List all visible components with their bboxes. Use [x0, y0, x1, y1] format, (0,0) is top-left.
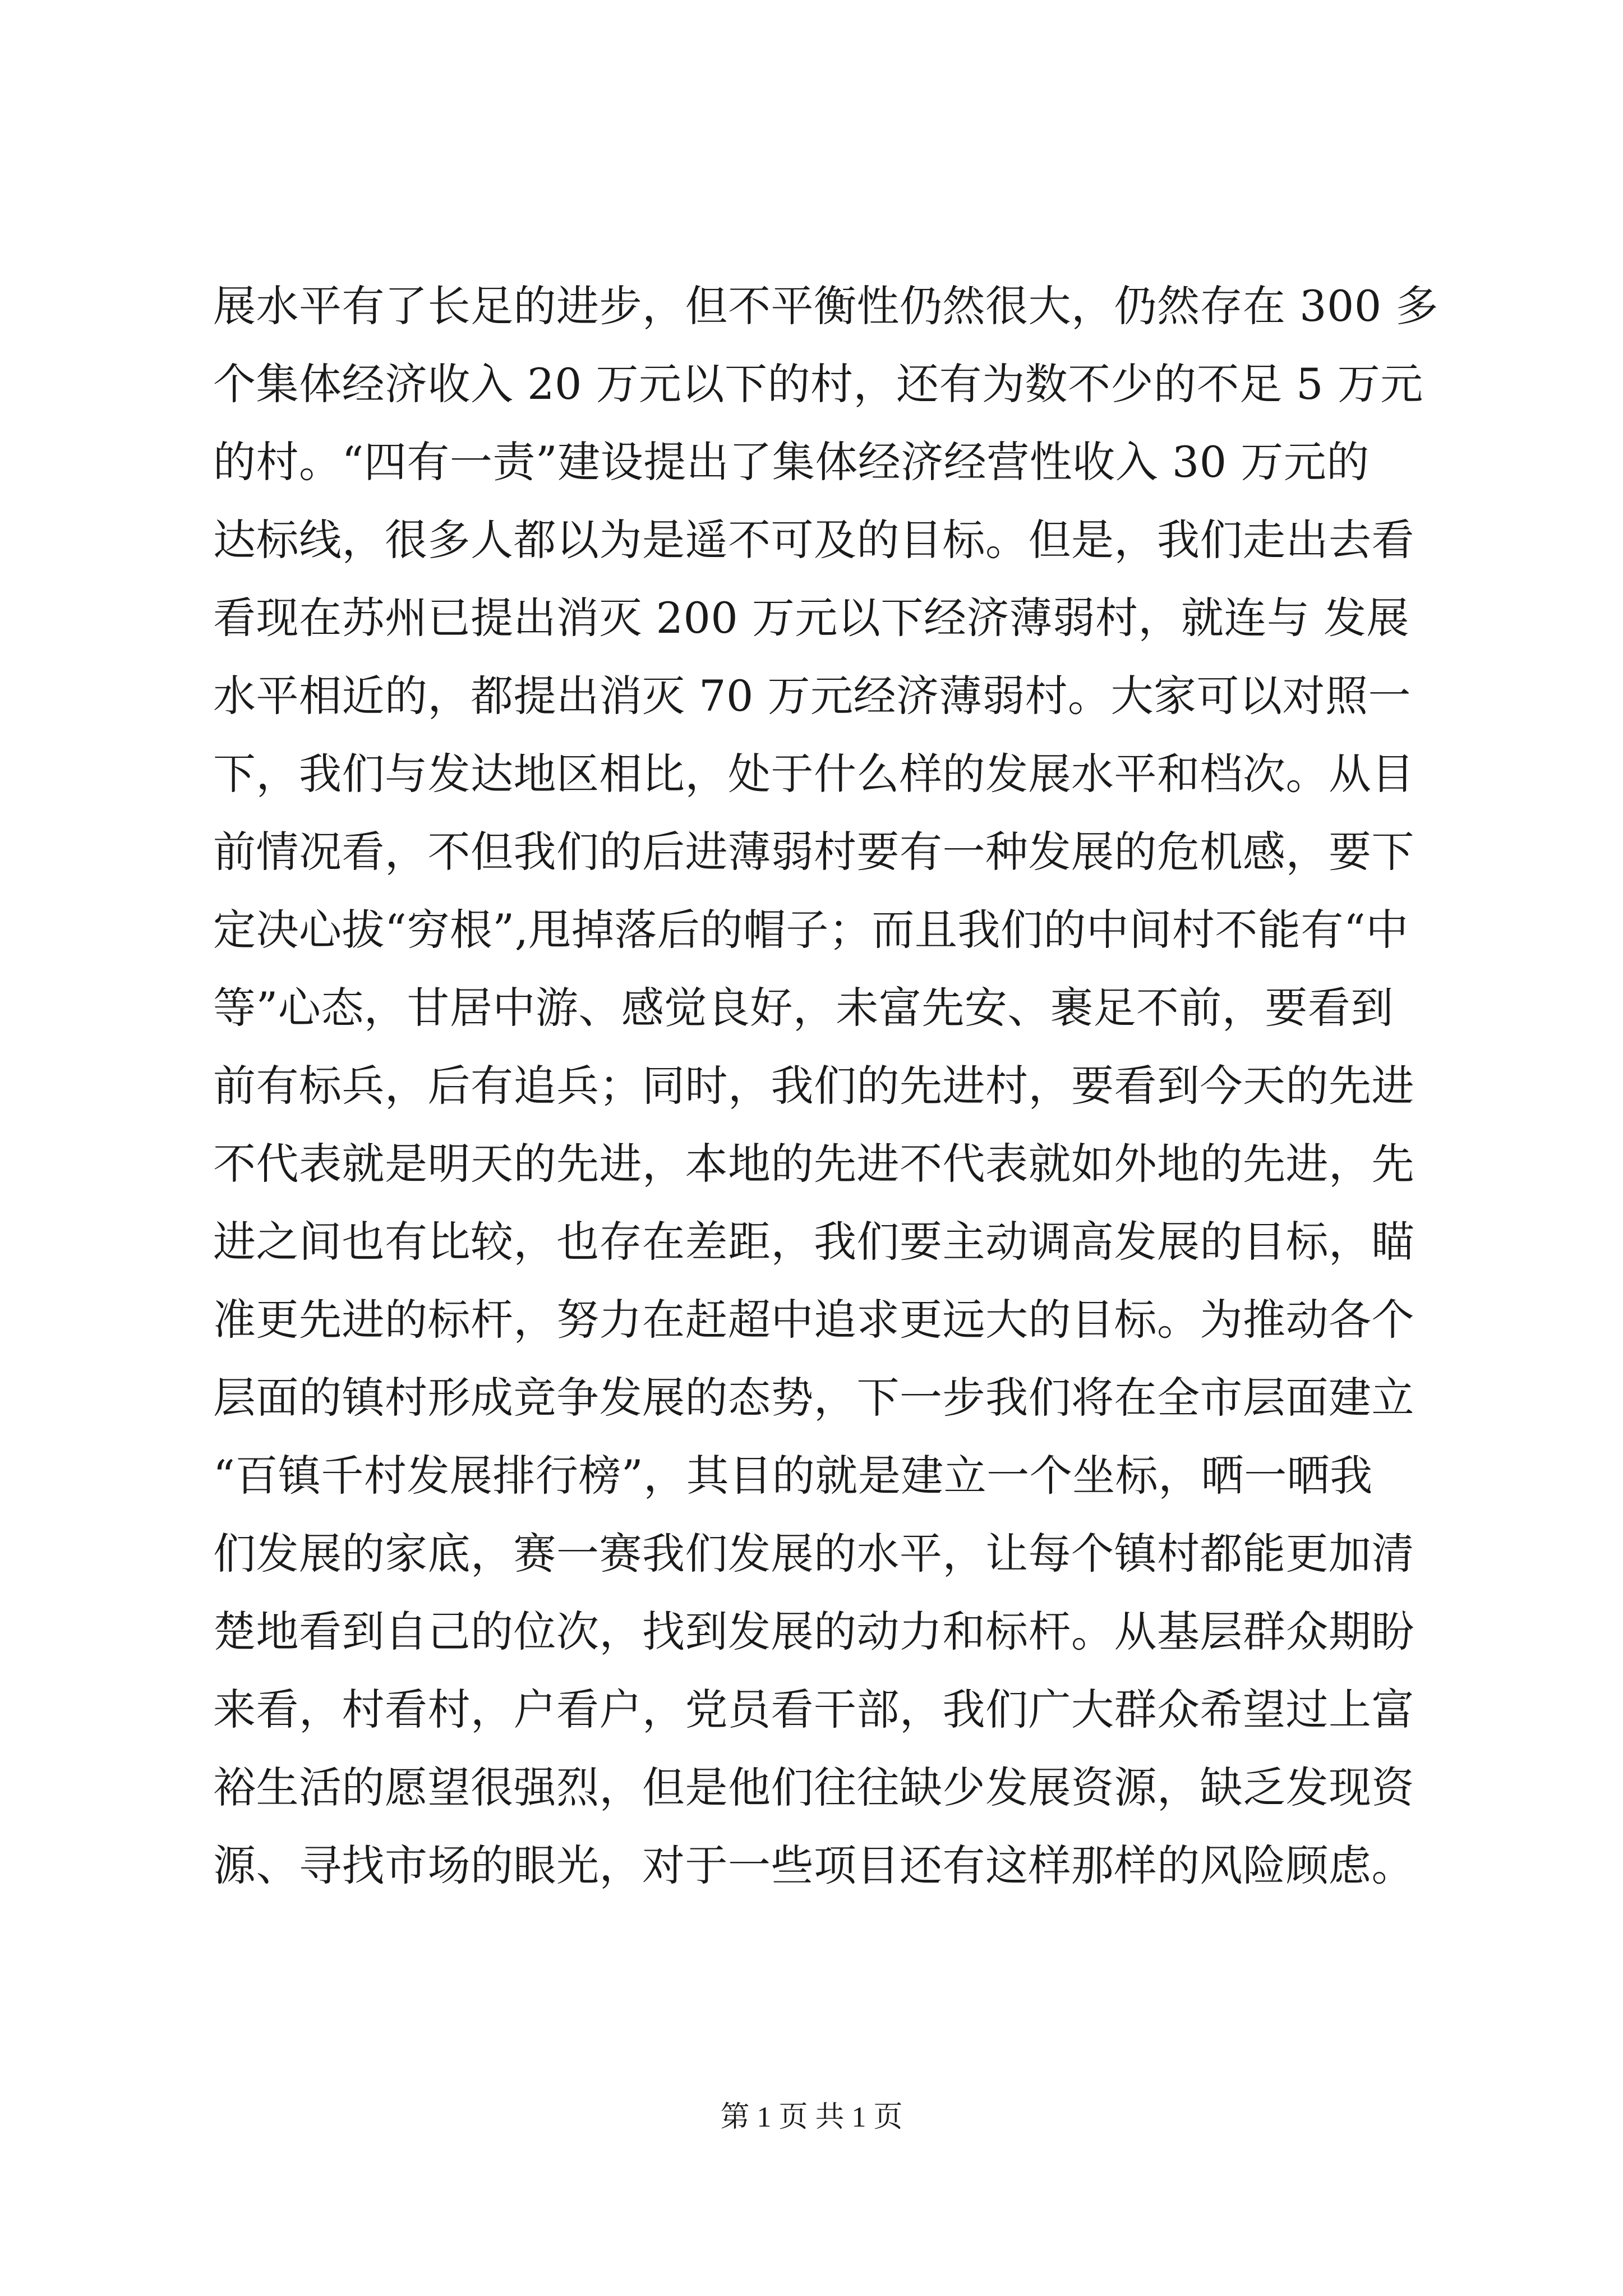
text-line: 达标线，很多人都以为是遥不可及的目标。但是，我们走出去看: [213, 515, 1414, 565]
text-line: 来看，村看村，户看户，党员看干部，我们广大群众希望过上富: [213, 1685, 1414, 1734]
text-line: 的村。“四有一责”建设提出了集体经济经营性收入 30 万元的: [213, 437, 1370, 487]
text-line: 层面的镇村形成竞争发展的态势，下一步我们将在全市层面建立: [213, 1373, 1414, 1423]
text-line: 准更先进的标杆，努力在赶超中追求更远大的目标。为推动各个: [213, 1295, 1414, 1345]
body-text: [213, 267, 1438, 1904]
text-line: 裕生活的愿望很强烈，但是他们往往缺少发展资源，缺乏发现资: [213, 1763, 1414, 1812]
text-line: 定决心拔“穷根”,甩掉落后的帽子；而且我们的中间村不能有“中: [213, 905, 1409, 955]
text-line: 等”心态，甘居中游、感觉良好，未富先安、裹足不前，要看到: [213, 983, 1394, 1033]
text-line: “百镇千村发展排行榜”，其目的就是建立一个坐标，晒一晒我: [213, 1451, 1373, 1501]
text-line: 们发展的家底，赛一赛我们发展的水平，让每个镇村都能更加清: [213, 1529, 1414, 1579]
text-line: 前有标兵，后有追兵；同时，我们的先进村，要看到今天的先进: [213, 1061, 1414, 1111]
text-line: 进之间也有比较，也存在差距，我们要主动调高发展的目标，瞄: [213, 1217, 1414, 1267]
text-line: 下，我们与发达地区相比，处于什么样的发展水平和档次。从目: [213, 749, 1414, 799]
page-number-label: 第 1 页 共 1 页: [720, 2101, 903, 2133]
text-line: 看现在苏州已提出消灭 200 万元以下经济薄弱村，就连与 发展: [213, 593, 1410, 643]
page-footer: [0, 2098, 1623, 2137]
text-line: 源、寻找市场的眼光，对于一些项目还有这样那样的风险顾虑。: [213, 1841, 1414, 1890]
text-line: 水平相近的，都提出消灭 70 万元经济薄弱村。大家可以对照一: [213, 671, 1412, 721]
text-line: 楚地看到自己的位次，找到发展的动力和标杆。从基层群众期盼: [213, 1607, 1414, 1657]
text-line: 个集体经济收入 20 万元以下的村，还有为数不少的不足 5 万元: [213, 359, 1423, 409]
text-line: 展水平有了长足的进步，但不平衡性仍然很大，仍然存在 300 多: [213, 281, 1438, 331]
text-line: 不代表就是明天的先进，本地的先进不代表就如外地的先进，先: [213, 1139, 1414, 1189]
text-line: 前情况看，不但我们的后进薄弱村要有一种发展的危机感，要下: [213, 827, 1414, 877]
